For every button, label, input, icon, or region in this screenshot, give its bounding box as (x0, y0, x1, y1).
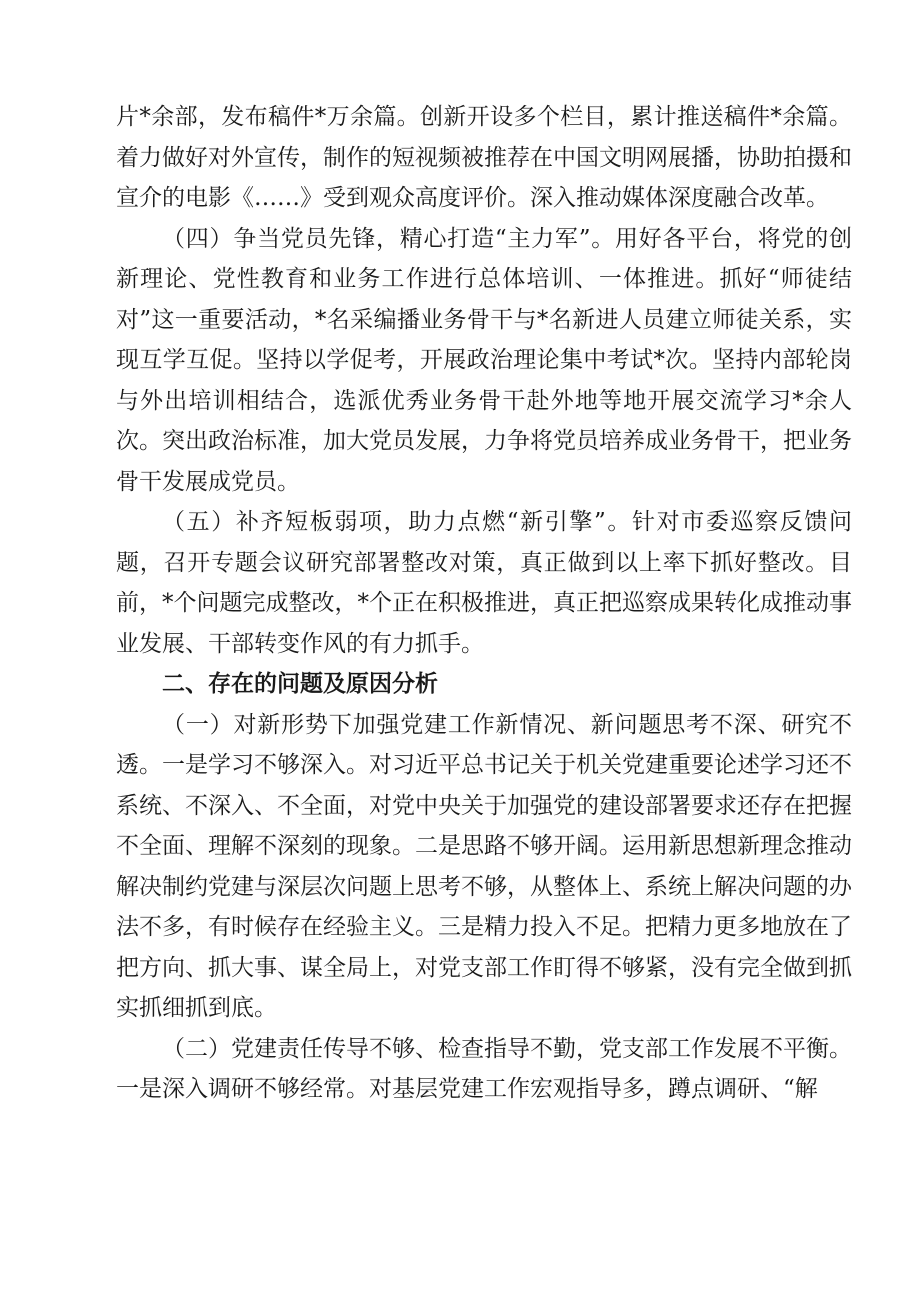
document-body (116, 97, 852, 1110)
section-heading: 二、存在的问题及原因分析 (162, 671, 438, 697)
paragraph-section-four: （四）争当党员先锋，精心打造“主力军”。用好各平台，将党的创新理论、党性教育和业务工作进行总体培训、一体推进。抓好“师徒结对”这一重要活动，*名采编播业务骨干与*名新进人员建立师徒关系，实现互学互促。坚持以学促考，开展政治理论集中考试*次。坚持内部轮岗与外出培训相结合，选派优秀业务骨干赴外地等地开展交流学习*余人次。突出政治标准，加大党员发展，力争将党员培养成业务骨干，把业务骨干发展成党员。 (116, 225, 852, 495)
paragraph-section-five: （五）补齐短板弱项，助力点燃“新引擎”。针对市委巡察反馈问题，召开专题会议研究部署整改对策，真正做到以上率下抓好整改。目前，*个问题完成整改，*个正在积极推进，真正把巡察成果转化成推动事业发展、干部转变作风的有力抓手。 (116, 509, 852, 657)
paragraph-continuation: 片*余部，发布稿件*万余篇。创新开设多个栏目，累计推送稿件*余篇。着力做好对外宣传，制作的短视频被推荐在中国文明网展播，协助拍摄和宣介的电影《……》受到观众高度评价。深入推动媒体深度融合改革。 (116, 104, 852, 211)
paragraph-problem-two: （二）党建责任传导不够、检查指导不勤，党支部工作发展不平衡。一是深入调研不够经常。对基层党建工作宏观指导多，蹲点调研、“解 (116, 1035, 852, 1102)
paragraph-problem-one: （一）对新形势下加强党建工作新情况、新问题思考不深、研究不透。一是学习不够深入。对习近平总书记关于机关党建重要论述学习还不系统、不深入、不全面，对党中央关于加强党的建设部署要求还存在把握不全面、理解不深刻的现象。二是思路不够开阔。运用新思想新理念推动解决制约党建与深层次问题上思考不够，从整体上、系统上解决问题的办法不多，有时候存在经验主义。三是精力投入不足。把精力更多地放在了把方向、抓大事、谋全局上，对党支部工作盯得不够紧，没有完全做到抓实抓细抓到底。 (116, 711, 852, 1021)
